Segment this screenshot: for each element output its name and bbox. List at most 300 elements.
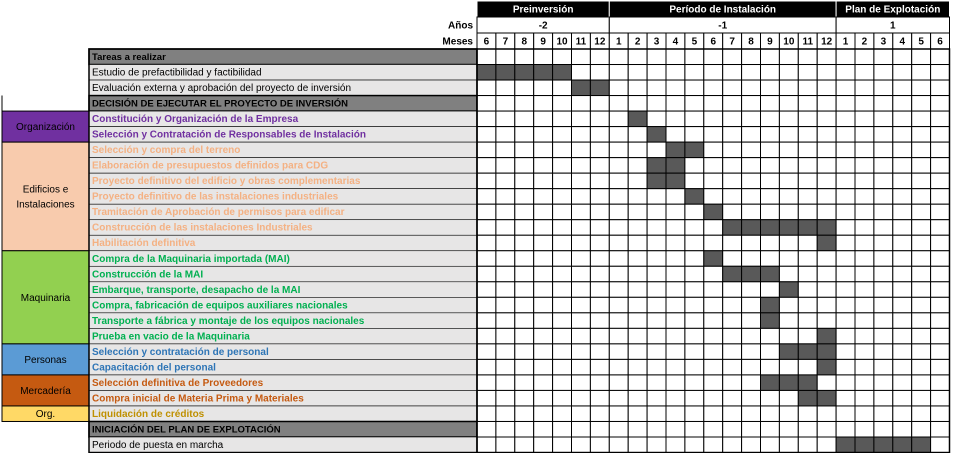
gantt-cell <box>779 390 798 406</box>
gantt-cell <box>628 220 647 236</box>
task-label: Prueba en vacio de la Maquinaria <box>92 331 250 343</box>
gantt-cell <box>534 437 553 453</box>
gantt-cell <box>761 96 780 112</box>
gantt-cell <box>874 173 893 189</box>
gantt-cell <box>685 111 704 127</box>
gantt-cell <box>534 80 553 96</box>
gantt-cell <box>761 359 780 375</box>
gantt-cell <box>836 375 855 391</box>
month-label: 1 <box>842 36 849 48</box>
month-label: 3 <box>653 36 660 48</box>
gantt-cell <box>912 375 931 391</box>
gantt-bar-cell <box>647 173 666 189</box>
gantt-cell <box>534 313 553 329</box>
gantt-cell <box>590 251 609 267</box>
gantt-cell <box>798 158 817 174</box>
section-label: DECISIÓN DE EJECUTAR EL PROYECTO DE INVERSIÓN <box>92 98 349 110</box>
gantt-cell <box>534 344 553 360</box>
gantt-cell <box>855 235 874 251</box>
gantt-cell <box>761 65 780 81</box>
gantt-cell <box>666 65 685 81</box>
gantt-cell <box>666 111 685 127</box>
month-label: 6 <box>710 36 717 48</box>
gantt-bar-cell <box>704 204 723 220</box>
gantt-cell <box>515 111 534 127</box>
gantt-cell <box>798 142 817 158</box>
gantt-cell <box>931 251 950 267</box>
gantt-cell <box>609 421 628 437</box>
gantt-bar-cell <box>817 344 836 360</box>
gantt-cell <box>590 142 609 158</box>
gantt-cell <box>874 251 893 267</box>
gantt-cell <box>704 158 723 174</box>
gantt-cell <box>666 282 685 298</box>
gantt-cell <box>893 235 912 251</box>
gantt-cell <box>912 344 931 360</box>
gantt-cell <box>836 282 855 298</box>
gantt-cell <box>534 127 553 143</box>
gantt-cell <box>628 390 647 406</box>
gantt-cell <box>912 235 931 251</box>
gantt-cell <box>647 297 666 313</box>
gantt-cell <box>855 111 874 127</box>
gantt-cell <box>723 142 742 158</box>
gantt-cell <box>817 406 836 422</box>
task-label: Periodo de puesta en marcha <box>92 440 224 451</box>
gantt-cell <box>742 235 761 251</box>
gantt-cell <box>628 421 647 437</box>
gantt-cell <box>477 80 496 96</box>
gantt-cell <box>628 80 647 96</box>
gantt-cell <box>893 127 912 143</box>
task-label: Elaboración de presupuestos definidos para CDG <box>92 160 329 172</box>
month-label: 9 <box>540 36 546 48</box>
gantt-cell <box>723 65 742 81</box>
gantt-cell <box>761 189 780 205</box>
gantt-cell <box>761 421 780 437</box>
gantt-cell <box>685 421 704 437</box>
gantt-cell <box>572 359 591 375</box>
gantt-cell <box>553 390 572 406</box>
gantt-cell <box>855 344 874 360</box>
gantt-cell <box>931 142 950 158</box>
month-label: 7 <box>502 36 509 48</box>
gantt-cell <box>515 220 534 236</box>
gantt-cell <box>836 328 855 344</box>
gantt-cell <box>779 328 798 344</box>
gantt-cell <box>647 189 666 205</box>
gantt-cell <box>742 421 761 437</box>
gantt-cell <box>836 421 855 437</box>
gantt-cell <box>836 189 855 205</box>
gantt-cell <box>761 142 780 158</box>
gantt-cell <box>817 189 836 205</box>
gantt-cell <box>931 266 950 282</box>
gantt-cell <box>647 390 666 406</box>
gantt-cell <box>836 142 855 158</box>
gantt-cell <box>590 49 609 65</box>
gantt-cell <box>477 96 496 112</box>
task-label: Habilitación definitiva <box>92 238 196 250</box>
gantt-cell <box>666 266 685 282</box>
gantt-cell <box>931 127 950 143</box>
gantt-cell <box>609 49 628 65</box>
gantt-cell <box>893 406 912 422</box>
gantt-cell <box>477 406 496 422</box>
gantt-bar-cell <box>723 220 742 236</box>
gantt-cell <box>572 437 591 453</box>
gantt-cell <box>534 49 553 65</box>
gantt-cell <box>553 421 572 437</box>
gantt-cell <box>534 390 553 406</box>
gantt-cell <box>855 189 874 205</box>
gantt-cell <box>609 266 628 282</box>
gantt-cell <box>515 297 534 313</box>
gantt-cell <box>572 390 591 406</box>
gantt-cell <box>704 437 723 453</box>
gantt-bar-cell <box>874 437 893 453</box>
gantt-cell <box>798 406 817 422</box>
gantt-cell <box>742 111 761 127</box>
gantt-cell <box>477 421 496 437</box>
gantt-cell <box>609 189 628 205</box>
gantt-cell <box>496 421 515 437</box>
gantt-cell <box>609 437 628 453</box>
gantt-cell <box>553 375 572 391</box>
month-label: 5 <box>691 36 698 48</box>
gantt-cell <box>798 328 817 344</box>
gantt-cell <box>515 344 534 360</box>
gantt-cell <box>685 158 704 174</box>
gantt-cell <box>647 49 666 65</box>
gantt-cell <box>893 313 912 329</box>
gantt-cell <box>628 313 647 329</box>
gantt-cell <box>628 158 647 174</box>
gantt-cell <box>628 406 647 422</box>
gantt-cell <box>742 204 761 220</box>
gantt-cell <box>836 313 855 329</box>
gantt-cell <box>798 80 817 96</box>
gantt-cell <box>817 65 836 81</box>
gantt-cell <box>893 251 912 267</box>
gantt-cell <box>647 65 666 81</box>
gantt-cell <box>931 220 950 236</box>
gantt-cell <box>723 437 742 453</box>
gantt-cell <box>628 173 647 189</box>
gantt-cell <box>685 49 704 65</box>
gantt-bar-cell <box>817 390 836 406</box>
gantt-cell <box>666 235 685 251</box>
gantt-cell <box>855 127 874 143</box>
gantt-cell <box>874 375 893 391</box>
gantt-cell <box>931 313 950 329</box>
gantt-cell <box>572 344 591 360</box>
task-label: Selección y contratación de personal <box>92 346 269 358</box>
gantt-cell <box>836 297 855 313</box>
gantt-cell <box>798 204 817 220</box>
task-label: Estudio de prefactibilidad y factibilidad <box>92 67 262 79</box>
phase-name: Período de Instalación <box>669 4 777 16</box>
gantt-cell <box>742 328 761 344</box>
gantt-cell <box>798 111 817 127</box>
gantt-cell <box>817 96 836 112</box>
gantt-cell <box>496 390 515 406</box>
gantt-cell <box>496 80 515 96</box>
gantt-cell <box>912 282 931 298</box>
gantt-cell <box>912 127 931 143</box>
gantt-cell <box>723 80 742 96</box>
gantt-cell <box>742 282 761 298</box>
gantt-bar-cell <box>666 173 685 189</box>
gantt-cell <box>553 49 572 65</box>
gantt-cell <box>836 127 855 143</box>
gantt-cell <box>723 49 742 65</box>
gantt-cell <box>572 220 591 236</box>
gantt-cell <box>515 204 534 220</box>
gantt-cell <box>912 111 931 127</box>
gantt-cell <box>685 235 704 251</box>
category-label: Org. <box>35 409 56 421</box>
gantt-cell <box>779 235 798 251</box>
gantt-cell <box>874 328 893 344</box>
gantt-cell <box>590 437 609 453</box>
gantt-cell <box>779 437 798 453</box>
month-label: 6 <box>937 36 943 48</box>
gantt-cell <box>704 220 723 236</box>
gantt-cell <box>685 313 704 329</box>
gantt-cell <box>666 328 685 344</box>
gantt-cell <box>496 127 515 143</box>
gantt-cell <box>779 158 798 174</box>
gantt-bar-cell <box>477 65 496 81</box>
gantt-cell <box>628 96 647 112</box>
gantt-cell <box>590 111 609 127</box>
gantt-cell <box>477 297 496 313</box>
phase-name: Plan de Explotación <box>845 4 941 16</box>
gantt-cell <box>855 251 874 267</box>
gantt-cell <box>609 127 628 143</box>
gantt-cell <box>666 220 685 236</box>
gantt-cell <box>779 65 798 81</box>
gantt-bar-cell <box>496 65 515 81</box>
gantt-cell <box>817 158 836 174</box>
gantt-cell <box>685 282 704 298</box>
gantt-cell <box>779 80 798 96</box>
gantt-cell <box>553 297 572 313</box>
gantt-bar-cell <box>704 251 723 267</box>
gantt-cell <box>590 406 609 422</box>
gantt-cell <box>685 80 704 96</box>
gantt-cell <box>496 328 515 344</box>
gantt-cell <box>609 359 628 375</box>
gantt-bar-cell <box>534 65 553 81</box>
gantt-cell <box>798 65 817 81</box>
gantt-cell <box>893 189 912 205</box>
gantt-cell <box>836 80 855 96</box>
gantt-cell <box>647 437 666 453</box>
gantt-cell <box>836 96 855 112</box>
gantt-cell <box>496 189 515 205</box>
month-label: 3 <box>880 36 887 48</box>
gantt-cell <box>912 204 931 220</box>
gantt-cell <box>534 158 553 174</box>
gantt-cell <box>647 421 666 437</box>
gantt-cell <box>496 235 515 251</box>
gantt-cell <box>496 220 515 236</box>
gantt-cell <box>477 111 496 127</box>
gantt-cell <box>874 189 893 205</box>
gantt-cell <box>553 344 572 360</box>
gantt-cell <box>609 328 628 344</box>
gantt-bar-cell <box>761 375 780 391</box>
gantt-cell <box>685 437 704 453</box>
gantt-cell <box>855 375 874 391</box>
gantt-cell <box>477 344 496 360</box>
gantt-cell <box>761 80 780 96</box>
gantt-cell <box>817 142 836 158</box>
gantt-cell <box>515 375 534 391</box>
gantt-bar-cell <box>779 282 798 298</box>
gantt-cell <box>912 328 931 344</box>
gantt-bar-cell <box>742 266 761 282</box>
gantt-cell <box>723 204 742 220</box>
task-label: Construcción de las instalaciones Industriales <box>92 222 313 234</box>
gantt-cell <box>572 127 591 143</box>
gantt-cell <box>685 359 704 375</box>
gantt-cell <box>855 96 874 112</box>
gantt-cell <box>817 80 836 96</box>
gantt-cell <box>685 96 704 112</box>
gantt-cell <box>874 266 893 282</box>
gantt-cell <box>798 189 817 205</box>
gantt-cell <box>761 282 780 298</box>
gantt-cell <box>817 375 836 391</box>
gantt-cell <box>590 297 609 313</box>
gantt-cell <box>931 297 950 313</box>
gantt-cell <box>931 189 950 205</box>
gantt-cell <box>515 328 534 344</box>
gantt-cell <box>836 406 855 422</box>
gantt-cell <box>534 204 553 220</box>
gantt-cell <box>477 204 496 220</box>
gantt-cell <box>855 328 874 344</box>
gantt-cell <box>742 313 761 329</box>
gantt-cell <box>534 297 553 313</box>
gantt-cell <box>496 251 515 267</box>
gantt-cell <box>704 189 723 205</box>
gantt-cell <box>666 344 685 360</box>
gantt-cell <box>855 80 874 96</box>
gantt-cell <box>931 437 950 453</box>
gantt-cell <box>628 142 647 158</box>
gantt-cell <box>874 297 893 313</box>
gantt-cell <box>515 127 534 143</box>
gantt-cell <box>779 204 798 220</box>
gantt-cell <box>704 297 723 313</box>
gantt-cell <box>572 96 591 112</box>
gantt-cell <box>931 282 950 298</box>
task-label: Proyecto definitivo del edificio y obras complementarias <box>92 176 361 188</box>
gantt-cell <box>893 65 912 81</box>
gantt-bar-cell <box>590 80 609 96</box>
gantt-cell <box>723 96 742 112</box>
gantt-cell <box>874 49 893 65</box>
gantt-cell <box>836 251 855 267</box>
gantt-cell <box>893 204 912 220</box>
gantt-cell <box>553 127 572 143</box>
gantt-cell <box>666 375 685 391</box>
gantt-cell <box>534 266 553 282</box>
gantt-cell <box>609 297 628 313</box>
gantt-cell <box>553 189 572 205</box>
gantt-cell <box>553 158 572 174</box>
gantt-cell <box>874 359 893 375</box>
gantt-cell <box>534 406 553 422</box>
gantt-bar-cell <box>666 142 685 158</box>
gantt-cell <box>893 359 912 375</box>
gantt-cell <box>855 359 874 375</box>
gantt-cell <box>931 344 950 360</box>
gantt-cell <box>590 313 609 329</box>
gantt-cell <box>477 158 496 174</box>
gantt-cell <box>647 282 666 298</box>
gantt-cell <box>572 235 591 251</box>
gantt-cell <box>912 49 931 65</box>
gantt-cell <box>779 313 798 329</box>
task-label: Selección y compra del terreno <box>92 145 241 157</box>
gantt-cell <box>931 65 950 81</box>
gantt-cell <box>496 359 515 375</box>
gantt-cell <box>912 220 931 236</box>
month-label: 12 <box>594 36 606 48</box>
gantt-cell <box>496 344 515 360</box>
gantt-cell <box>874 220 893 236</box>
month-label: 1 <box>615 36 622 48</box>
gantt-cell <box>628 65 647 81</box>
gantt-cell <box>874 313 893 329</box>
gantt-cell <box>609 390 628 406</box>
gantt-cell <box>572 266 591 282</box>
gantt-cell <box>798 313 817 329</box>
gantt-cell <box>609 313 628 329</box>
gantt-cell <box>534 235 553 251</box>
gantt-cell <box>779 173 798 189</box>
gantt-cell <box>685 266 704 282</box>
gantt-cell <box>553 266 572 282</box>
task-label: Constitución y Organización de la Empresa <box>92 114 299 126</box>
gantt-cell <box>855 297 874 313</box>
gantt-cell <box>761 406 780 422</box>
gantt-cell <box>553 220 572 236</box>
gantt-bar-cell <box>761 220 780 236</box>
gantt-cell <box>912 251 931 267</box>
gantt-cell <box>515 235 534 251</box>
gantt-cell <box>477 127 496 143</box>
gantt-cell <box>742 189 761 205</box>
gantt-cell <box>798 421 817 437</box>
gantt-cell <box>931 406 950 422</box>
gantt-cell <box>912 158 931 174</box>
gantt-cell <box>855 313 874 329</box>
gantt-bar-cell <box>798 375 817 391</box>
gantt-cell <box>723 111 742 127</box>
gantt-cell <box>477 49 496 65</box>
category-label: Mercadería <box>20 385 71 397</box>
gantt-bar-cell <box>798 344 817 360</box>
gantt-bar-cell <box>779 344 798 360</box>
gantt-cell <box>893 49 912 65</box>
gantt-cell <box>515 266 534 282</box>
